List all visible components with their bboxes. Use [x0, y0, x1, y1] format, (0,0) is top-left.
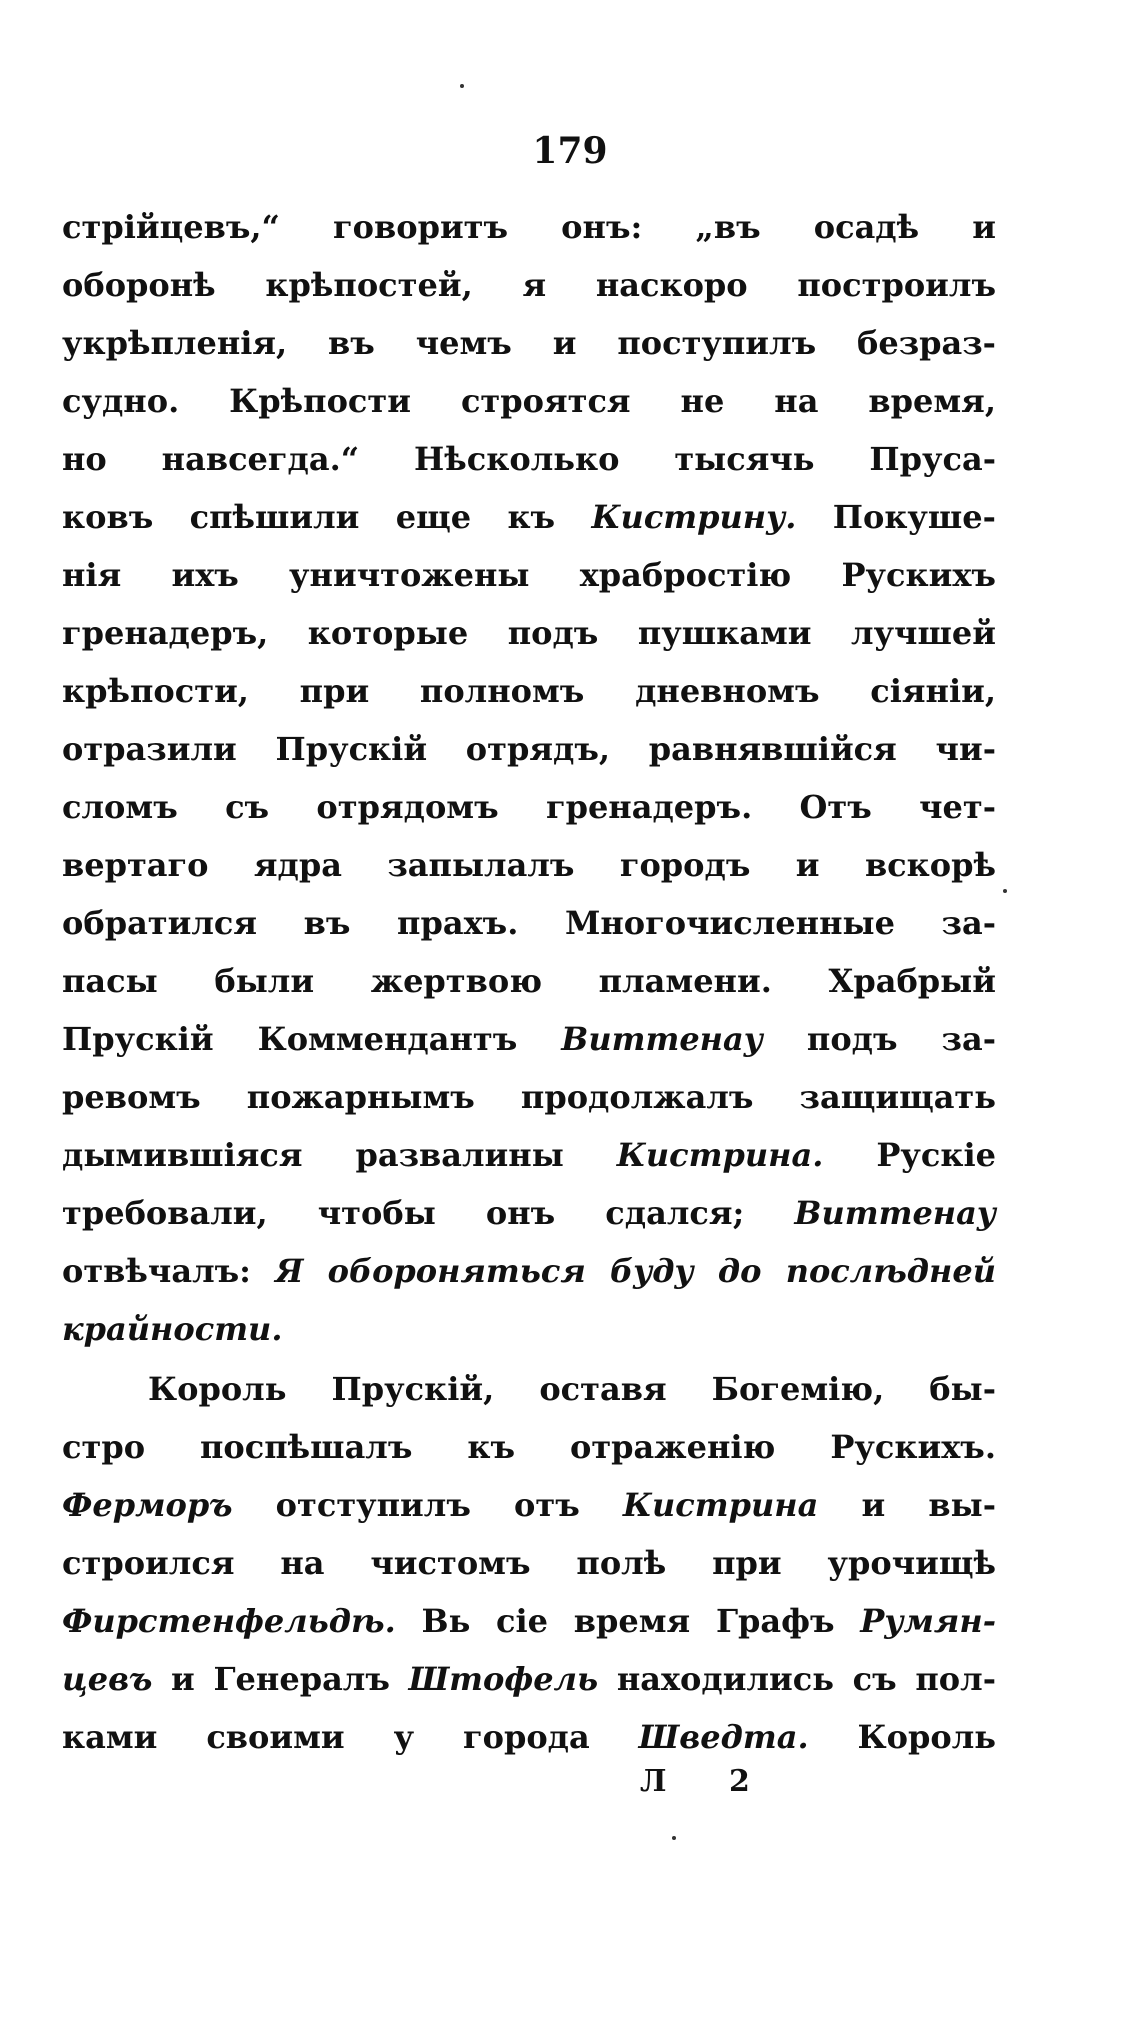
word: отраженію [570, 1428, 776, 1466]
text-line [62, 894, 996, 952]
word: Графъ [715, 1602, 835, 1640]
word: Рускихъ. [830, 1428, 996, 1466]
word: безраз- [857, 324, 996, 362]
word: въ [328, 324, 375, 362]
text-line [62, 604, 996, 662]
text-line [62, 372, 996, 430]
word: дымившіяся [62, 1136, 303, 1174]
text-line [62, 314, 996, 372]
word: бы- [929, 1370, 996, 1408]
word: еще [395, 498, 472, 536]
word: отразили [62, 730, 237, 768]
word: вертаго [62, 846, 209, 884]
word: Генералъ [213, 1660, 390, 1698]
word: защищать [799, 1078, 996, 1116]
word: но [62, 440, 107, 478]
page-number: 179 [532, 130, 608, 172]
word: Коммендантъ [257, 1020, 518, 1058]
word: говоритъ [333, 208, 509, 246]
word: укрѣпленія, [62, 324, 288, 362]
text-line [62, 836, 996, 894]
signature-mark: Л 2 [640, 1764, 776, 1799]
print-speck [1003, 889, 1007, 893]
word: ихъ [171, 556, 239, 594]
word: и [552, 324, 577, 362]
word: уничтожены [289, 556, 530, 594]
word: пасы [62, 962, 158, 1000]
word: требовали, [62, 1194, 268, 1232]
word: городъ [619, 846, 751, 884]
text-line [62, 1708, 996, 1766]
word: оборонѣ [62, 266, 216, 304]
word: тысячь [674, 440, 815, 478]
word: цевъ [62, 1660, 153, 1698]
word: нія [62, 556, 122, 594]
word: при [712, 1544, 782, 1582]
word: буду [610, 1252, 694, 1290]
word: до [717, 1252, 762, 1290]
word: поступилъ [617, 324, 817, 362]
word: оставя [539, 1370, 667, 1408]
print-speck [672, 1836, 676, 1840]
word: чи- [935, 730, 996, 768]
word: ками [62, 1718, 158, 1756]
word: съ [225, 788, 270, 826]
word: Кистрину. [591, 498, 797, 536]
word: Храбрый [828, 962, 996, 1000]
text-line [62, 1242, 996, 1300]
word: своими [206, 1718, 345, 1756]
word: Рускихъ [841, 556, 996, 594]
word: ковъ [62, 498, 154, 536]
word: обратился [62, 904, 258, 942]
word: города [463, 1718, 590, 1756]
word: полномъ [419, 672, 585, 710]
word: на [280, 1544, 325, 1582]
text-line [62, 778, 996, 836]
word: спѣшили [189, 498, 360, 536]
word: у [393, 1718, 415, 1756]
word: я [522, 266, 547, 304]
word: храбростію [579, 556, 792, 594]
word: послѣдней [785, 1252, 996, 1290]
word: ядра [253, 846, 342, 884]
text-line [62, 546, 996, 604]
word: чемъ [415, 324, 512, 362]
word: Нѣсколько [414, 440, 620, 478]
word: гренадеръ. [545, 788, 753, 826]
word: равнявшійся [648, 730, 897, 768]
word: Фирстенфельдѣ. [62, 1602, 396, 1640]
word: сломъ [62, 788, 178, 826]
word: и [861, 1486, 886, 1524]
word: Виттенау [561, 1020, 763, 1058]
text-line [62, 430, 996, 488]
word: на [774, 382, 819, 420]
word: Я [275, 1252, 304, 1290]
word: Богемію, [711, 1370, 885, 1408]
text-line [62, 256, 996, 314]
text-line [62, 1650, 996, 1708]
text-line [62, 662, 996, 720]
print-speck [460, 84, 464, 88]
word: Ферморъ [62, 1486, 233, 1524]
text-line [62, 1010, 996, 1068]
word: наскоро [595, 266, 748, 304]
word: строился [62, 1544, 235, 1582]
word: были [214, 962, 315, 1000]
word: судно. [62, 382, 180, 420]
word: Прускій [62, 1020, 214, 1058]
word: Король [148, 1370, 287, 1408]
word: строятся [460, 382, 631, 420]
text-line [62, 1360, 996, 1418]
word: Покуше- [832, 498, 996, 536]
word: онъ: [561, 208, 643, 246]
word: осадѣ [813, 208, 920, 246]
word: гренадеръ, [62, 614, 269, 652]
word: сдался; [605, 1194, 745, 1232]
word: Отъ [799, 788, 872, 826]
word: крѣпости, [62, 672, 249, 710]
word: обороняться [327, 1252, 586, 1290]
word: Штофель [408, 1660, 599, 1698]
text-line [62, 488, 996, 546]
word: пушками [637, 614, 812, 652]
word: крѣпостей, [265, 266, 473, 304]
text-line [62, 1592, 996, 1650]
word: жертвою [370, 962, 543, 1000]
word: навсегда.“ [161, 440, 360, 478]
word: Рускіе [876, 1136, 996, 1174]
word: за- [941, 904, 996, 942]
word: не [680, 382, 725, 420]
text-line [62, 1534, 996, 1592]
word: запылалъ [387, 846, 575, 884]
word: чет- [919, 788, 996, 826]
text-line [62, 1068, 996, 1126]
word: и [972, 208, 996, 246]
word: стро [62, 1428, 146, 1466]
word: за- [941, 1020, 996, 1058]
word: пол- [915, 1660, 996, 1698]
word: лучшей [851, 614, 996, 652]
word: отъ [514, 1486, 580, 1524]
word: Шведта. [638, 1718, 809, 1756]
text-line [62, 198, 996, 256]
word: дневномъ [635, 672, 820, 710]
word: Кистрина. [616, 1136, 824, 1174]
word: сіяніи, [870, 672, 996, 710]
word: чистомъ [370, 1544, 531, 1582]
word: поспѣшалъ [200, 1428, 413, 1466]
word: отступилъ [275, 1486, 471, 1524]
word: въ [303, 904, 351, 942]
text-line [62, 952, 996, 1010]
word: ревомъ [62, 1078, 201, 1116]
word: онъ [485, 1194, 556, 1232]
word: Король [857, 1718, 996, 1756]
word: построилъ [797, 266, 996, 304]
word: къ [507, 498, 556, 536]
text-line [62, 1418, 996, 1476]
word: находились [616, 1660, 834, 1698]
body-text [62, 198, 996, 1766]
word: чтобы [317, 1194, 436, 1232]
text-line [62, 1300, 996, 1358]
word: прахъ. [397, 904, 519, 942]
word: урочищѣ [827, 1544, 996, 1582]
word: время, [868, 382, 996, 420]
word: отвѣчалъ: [62, 1252, 251, 1290]
word: подъ [507, 614, 599, 652]
word: развалины [355, 1136, 564, 1174]
word: которые [307, 614, 469, 652]
word: подъ [806, 1020, 898, 1058]
word: Виттенау [794, 1194, 996, 1232]
word: Пруса- [869, 440, 996, 478]
word: и [795, 846, 820, 884]
word: Кистрина [622, 1486, 819, 1524]
word: пожарнымъ [246, 1078, 475, 1116]
text-line [62, 1476, 996, 1534]
word: Румян- [860, 1602, 996, 1640]
text-line [62, 1184, 996, 1242]
word: къ [467, 1428, 516, 1466]
word: „въ [695, 208, 761, 246]
word: Многочисленные [564, 904, 895, 942]
word: съ [852, 1660, 897, 1698]
word: Прускій [275, 730, 428, 768]
text-line [62, 720, 996, 778]
word: вскорѣ [864, 846, 996, 884]
word: полѣ [576, 1544, 667, 1582]
word: и [171, 1660, 195, 1698]
word: при [299, 672, 370, 710]
text-line [62, 1126, 996, 1184]
word: Вь [421, 1602, 471, 1640]
word: время [573, 1602, 691, 1640]
word: продолжалъ [520, 1078, 754, 1116]
word: стрійцевъ,“ [62, 208, 280, 246]
word: вы- [928, 1486, 996, 1524]
word: крайности. [62, 1310, 283, 1348]
word: отрядомъ [316, 788, 499, 826]
word: пламени. [598, 962, 772, 1000]
word: Крѣпости [229, 382, 411, 420]
word: Прускій, [331, 1370, 495, 1408]
word: отрядъ, [465, 730, 610, 768]
word: сіе [496, 1602, 549, 1640]
